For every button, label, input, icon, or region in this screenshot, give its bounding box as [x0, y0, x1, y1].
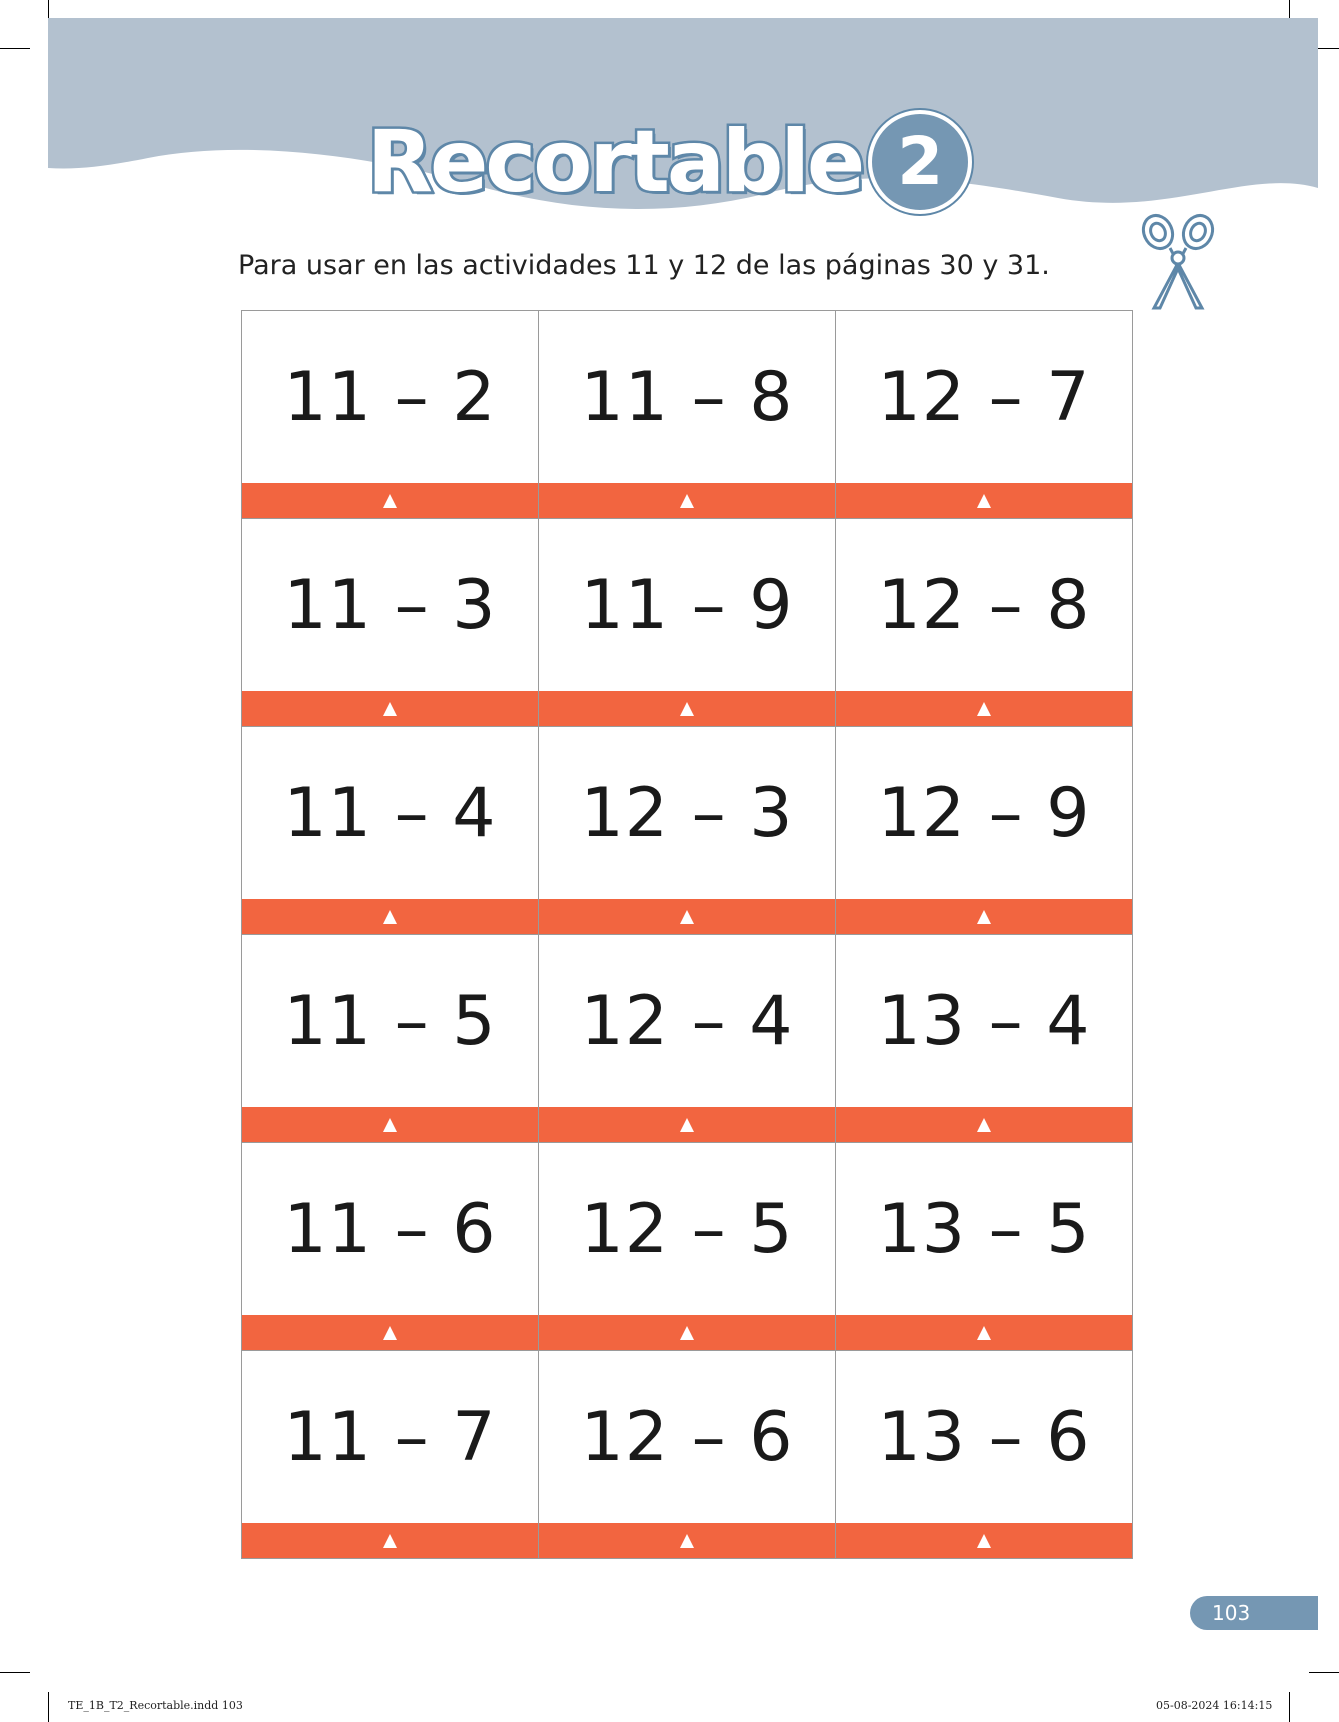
cutout-card [836, 935, 1133, 1143]
triangle-up-icon [680, 702, 694, 716]
card-cut-strip [836, 483, 1132, 518]
cutout-card [539, 935, 836, 1143]
triangle-up-icon [680, 1534, 694, 1548]
cutout-card-grid [241, 310, 1133, 1559]
card-expression: 12 – 4 [580, 981, 794, 1061]
triangle-up-icon [977, 910, 991, 924]
footer-file-name: TE_1B_T2_Recortable.indd 103 [68, 1699, 243, 1712]
triangle-up-icon [383, 1118, 397, 1132]
triangle-up-icon [977, 494, 991, 508]
crop-mark [0, 48, 30, 49]
card-expression: 11 – 4 [283, 773, 497, 853]
triangle-up-icon [383, 1326, 397, 1340]
card-cut-strip [242, 1523, 538, 1558]
card-cut-strip [836, 1315, 1132, 1350]
triangle-up-icon [680, 1326, 694, 1340]
card-expression: 12 – 9 [877, 773, 1091, 853]
cutout-card [242, 1143, 539, 1351]
card-expression: 11 – 8 [580, 357, 794, 437]
card-cut-strip [242, 1315, 538, 1350]
card-cut-strip [539, 1107, 835, 1142]
cutout-card [836, 727, 1133, 935]
triangle-up-icon [977, 702, 991, 716]
card-cut-strip [539, 1315, 835, 1350]
footer-timestamp: 05-08-2024 16:14:15 [1156, 1699, 1273, 1712]
card-cut-strip [539, 691, 835, 726]
triangle-up-icon [383, 494, 397, 508]
card-expression: 11 – 5 [283, 981, 497, 1061]
page-title [0, 110, 1339, 214]
triangle-up-icon [383, 1534, 397, 1548]
card-cut-strip [242, 899, 538, 934]
card-expression: 13 – 4 [877, 981, 1091, 1061]
scissors-icon [1140, 212, 1216, 310]
cutout-card [539, 1351, 836, 1559]
card-expression: 11 – 9 [580, 565, 794, 645]
page-number-tab: 103 [1190, 1596, 1318, 1630]
triangle-up-icon [680, 1118, 694, 1132]
cutout-card [242, 1351, 539, 1559]
card-cut-strip [242, 483, 538, 518]
cutout-card [836, 1351, 1133, 1559]
card-expression: 12 – 6 [580, 1397, 794, 1477]
card-expression: 11 – 2 [283, 357, 497, 437]
card-cut-strip [836, 1107, 1132, 1142]
card-expression: 12 – 3 [580, 773, 794, 853]
crop-mark [48, 1692, 49, 1722]
card-cut-strip [539, 1523, 835, 1558]
card-cut-strip [836, 1523, 1132, 1558]
triangle-up-icon [680, 910, 694, 924]
cutout-card [539, 519, 836, 727]
instructions-text: Para usar en las actividades 11 y 12 de las páginas 30 y 31. [238, 250, 1050, 281]
card-expression: 12 – 7 [877, 357, 1091, 437]
cutout-card [242, 727, 539, 935]
card-expression: 11 – 7 [283, 1397, 497, 1477]
cutout-card [539, 1143, 836, 1351]
cutout-card [242, 519, 539, 727]
crop-mark [1309, 1672, 1339, 1673]
cutout-card [539, 727, 836, 935]
card-cut-strip [242, 1107, 538, 1142]
card-expression: 13 – 6 [877, 1397, 1091, 1477]
cutout-card [836, 1143, 1133, 1351]
triangle-up-icon [977, 1534, 991, 1548]
card-cut-strip [539, 899, 835, 934]
title-word: Recortable [366, 112, 863, 212]
card-expression: 11 – 3 [283, 565, 497, 645]
triangle-up-icon [383, 910, 397, 924]
crop-mark [0, 1672, 30, 1673]
card-expression: 12 – 8 [877, 565, 1091, 645]
cutout-card [836, 311, 1133, 519]
card-expression: 13 – 5 [877, 1189, 1091, 1269]
card-cut-strip [836, 899, 1132, 934]
card-cut-strip [539, 483, 835, 518]
title-number-badge: 2 [868, 110, 972, 214]
cutout-card [242, 935, 539, 1143]
triangle-up-icon [977, 1326, 991, 1340]
triangle-up-icon [977, 1118, 991, 1132]
card-expression: 12 – 5 [580, 1189, 794, 1269]
crop-mark [1289, 1692, 1290, 1722]
cutout-card [242, 311, 539, 519]
card-expression: 11 – 6 [283, 1189, 497, 1269]
card-cut-strip [836, 691, 1132, 726]
triangle-up-icon [383, 702, 397, 716]
cutout-card [539, 311, 836, 519]
triangle-up-icon [680, 494, 694, 508]
card-cut-strip [242, 691, 538, 726]
cutout-card [836, 519, 1133, 727]
